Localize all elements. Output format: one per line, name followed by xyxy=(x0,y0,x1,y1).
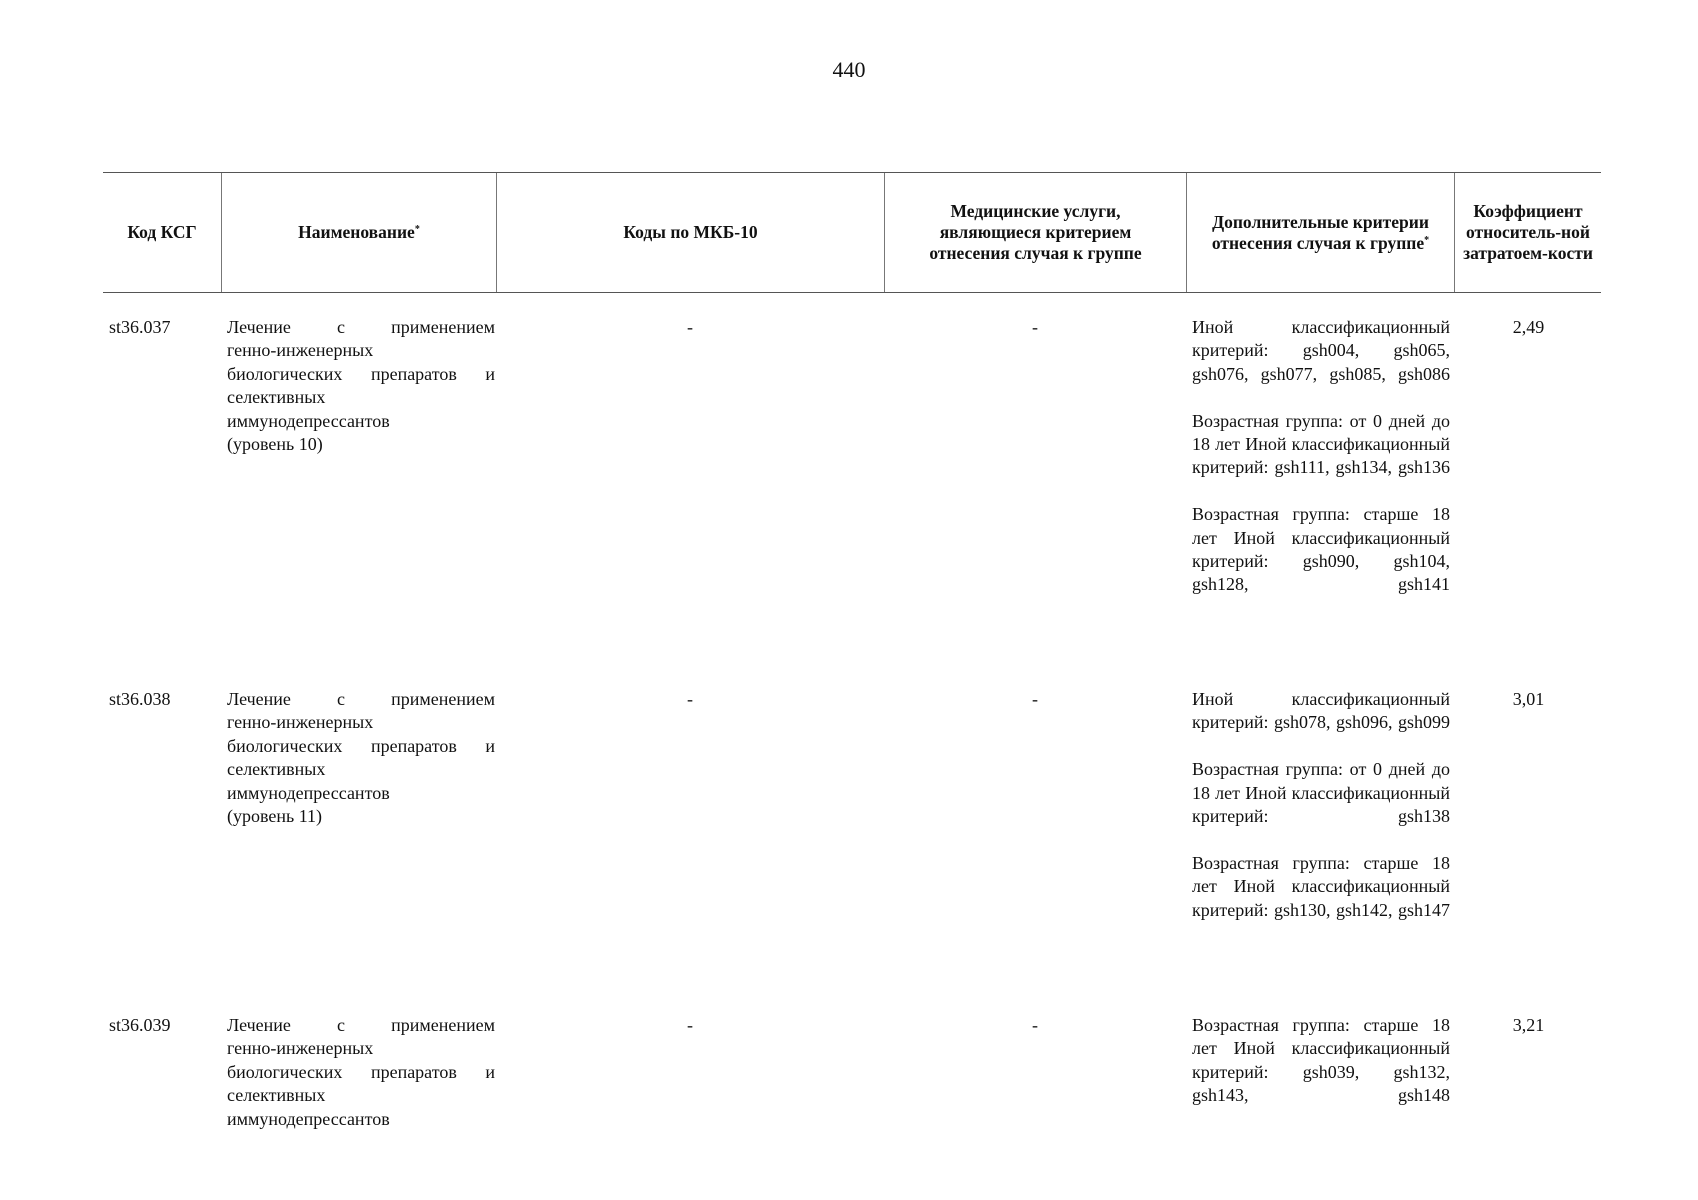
med-services: - xyxy=(1032,1015,1038,1035)
header-extra-criteria xyxy=(1186,173,1454,292)
ksg-name-line: Лечение с применением xyxy=(227,1015,495,1035)
ksg-name xyxy=(227,1014,495,1131)
header-med-text: Медицинские услуги, являющиеся критерием отнесения случая к группе xyxy=(929,201,1142,263)
mkb-codes: - xyxy=(687,689,693,709)
cost-coefficient: 3,21 xyxy=(1512,1015,1545,1035)
ksg-code: st36.039 xyxy=(109,1015,171,1035)
med-services: - xyxy=(1032,317,1038,337)
header-name-text: Наименование xyxy=(298,222,415,242)
header-code-text: Код КСГ xyxy=(127,222,197,242)
ksg-name-line: селективных xyxy=(227,1085,326,1106)
ksg-name-line: селективных xyxy=(227,759,326,780)
ksg-name-line: иммунодепрессантов xyxy=(227,410,390,431)
ksg-name-line: биологических препаратов и xyxy=(227,363,495,384)
criteria-block: Возрастная группа: старше 18 лет Иной классификационный критерий: gsh130, gsh142, gsh147 xyxy=(1192,852,1450,920)
ksg-table xyxy=(103,172,1601,293)
ksg-name-line: (уровень 10) xyxy=(227,434,323,455)
ksg-name-line: генно-инженерных xyxy=(227,340,374,361)
ksg-code: st36.037 xyxy=(109,317,171,337)
criteria-block: Возрастная группа: старше 18 лет Иной классификационный критерий: gsh090, gsh104, gsh128, gsh141 xyxy=(1192,504,1450,595)
ksg-name-line: генно-инженерных xyxy=(227,712,374,733)
header-coef-text: Коэффициент относитель-ной затратоем-кости xyxy=(1463,201,1593,263)
header-mkb xyxy=(496,173,884,292)
header-coef xyxy=(1454,173,1601,292)
criteria-block: Иной классификационный критерий: gsh078, gsh096, gsh099 xyxy=(1192,689,1450,733)
mkb-codes: - xyxy=(687,317,693,337)
extra-criteria xyxy=(1192,1014,1450,1108)
header-med-services xyxy=(884,173,1186,292)
extra-criteria xyxy=(1192,316,1450,597)
ksg-name-line: иммунодепрессантов xyxy=(227,782,390,803)
ksg-code: st36.038 xyxy=(109,689,171,709)
header-mkb-text: Коды по МКБ-10 xyxy=(623,222,758,242)
footnote-mark: * xyxy=(414,224,420,235)
ksg-name-line: иммунодепрессантов xyxy=(227,1108,390,1129)
ksg-name-line: биологических препаратов и xyxy=(227,735,495,756)
ksg-name-line: биологических препаратов и xyxy=(227,1061,495,1082)
ksg-name-line: (уровень 11) xyxy=(227,806,323,827)
ksg-name xyxy=(227,688,495,828)
med-services: - xyxy=(1032,689,1038,709)
header-extra-text: Дополнительные критерии отнесения случая к группе xyxy=(1211,211,1429,253)
criteria-block: Возрастная группа: от 0 дней до 18 лет Иной классификационный критерий: gsh111, gsh134, gsh136 xyxy=(1192,410,1450,478)
ksg-name-line: Лечение с применением xyxy=(227,317,495,337)
criteria-block: Возрастная группа: от 0 дней до 18 лет Иной классификационный критерий: gsh138 xyxy=(1192,759,1450,827)
table-header xyxy=(103,172,1601,293)
header-code xyxy=(103,173,221,292)
mkb-codes: - xyxy=(687,1015,693,1035)
extra-criteria xyxy=(1192,688,1450,922)
ksg-name xyxy=(227,316,495,456)
cost-coefficient: 2,49 xyxy=(1512,317,1545,337)
ksg-name-line: селективных xyxy=(227,387,326,408)
ksg-name-line: Лечение с применением xyxy=(227,689,495,709)
criteria-block: Иной классификационный критерий: gsh004, gsh065, gsh076, gsh077, gsh085, gsh086 xyxy=(1192,317,1450,384)
footnote-mark: * xyxy=(1424,234,1430,246)
header-name xyxy=(221,173,496,292)
ksg-name-line: генно-инженерных xyxy=(227,1038,374,1059)
cost-coefficient: 3,01 xyxy=(1512,689,1545,709)
page-number: 440 xyxy=(832,57,866,82)
criteria-block: Возрастная группа: старше 18 лет Иной классификационный критерий: gsh039, gsh132, gsh143, gsh148 xyxy=(1192,1015,1450,1106)
